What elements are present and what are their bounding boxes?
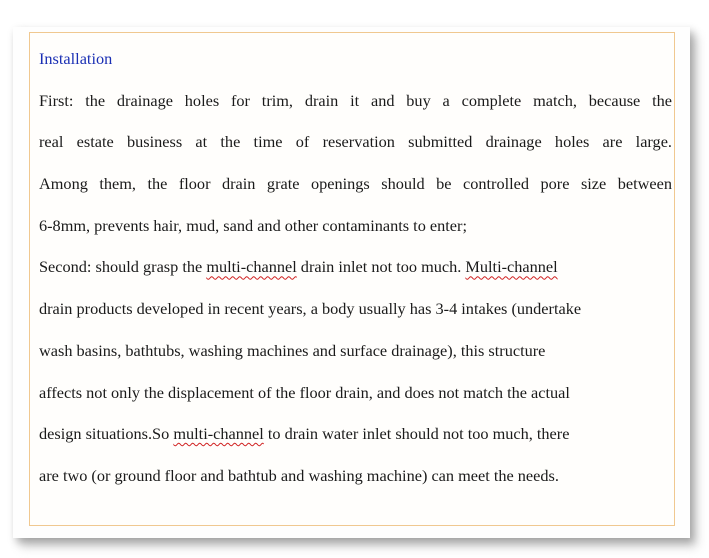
text-line: 6-8mm, prevents hair, mud, sand and other contaminants to enter; [39,215,467,235]
spellcheck-word: multi-channel [206,257,297,277]
document-frame [13,27,690,538]
text-segment: to drain water inlet should not too much, there [263,424,570,444]
text-box [29,32,675,526]
document-text [39,45,672,504]
text-line: real estate business at the time of reservation submitted drainage holes are large. [39,132,672,152]
text-segment: design situations.So [39,424,174,444]
text-line: wash basins, bathtubs, washing machines and surface drainage), this structure [39,340,546,360]
spellcheck-word: Multi-channel [465,257,558,277]
text-segment: drain inlet not too much. [296,257,466,277]
text-segment: Second: should grasp the [39,257,207,277]
text-line: affects not only the displacement of the floor drain, and does not match the actual [39,382,570,402]
spellcheck-word: multi-channel [173,424,264,444]
text-line [39,253,672,295]
text-line: drain products developed in recent years, a body usually has 3-4 intakes (undertake [39,299,582,319]
text-line [39,420,672,462]
text-line: Among them, the floor drain grate openings should be controlled pore size between [39,174,672,194]
text-line: are two (or ground floor and bathtub and washing machine) can meet the needs. [39,465,559,485]
text-line: First: the drainage holes for trim, drain it and buy a complete match, because the [39,90,672,110]
document-title: Installation [39,49,113,68]
